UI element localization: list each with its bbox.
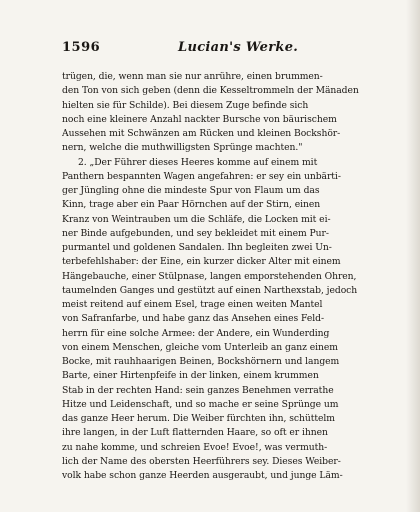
text-line: nern, welche die muthwilligsten Sprünge machten." [62,142,303,154]
text-line: Panthern bespannten Wagen angefahren: er sey ein unbärti- [62,170,341,182]
text-line: Kinn, trage aber ein Paar Hörnchen auf der Stirn, einen [62,199,321,211]
text-line: purmantel und goldenen Sandalen. Ihn begleiten zwei Un- [62,242,332,253]
text-line: trügen, die, wenn man sie nur anrühre, einen brummen- [62,71,323,82]
running-head [0,40,420,58]
text-line: ihre langen, in der Luft flatternden Haare, so oft er ihnen [62,427,328,439]
text-line: Kranz von Weintrauben um die Schläfe, die Locken mit ei- [62,213,331,225]
text-line: Stab in der rechten Hand: sein ganzes Benehmen verrathe [62,384,334,396]
text-line: volk habe schon ganze Heerden ausgeraubt, und junge Läm- [62,470,343,481]
page-edge-shadow [406,0,420,512]
text-line: Hitze und Leidenschaft, und so mache er seine Sprünge um [62,398,339,410]
text-line: taumelnden Ganges und gestützt auf einen Narthexstab, jedoch [62,284,358,296]
text-line: hielten sie für Schilde). Bei diesem Zuge befinde sich [62,99,309,111]
running-title: Lucian's Werke. [178,40,299,55]
page-number: 1596 [62,40,101,55]
text-line: ner Binde aufgebunden, und sey bekleidet mit einem Pur- [62,227,329,239]
text-line: herrn für eine solche Armee: der Andere, ein Wunderding [62,327,330,339]
text-line: den Ton von sich geben (denn die Kesseltrommeln der Mänaden [62,85,359,97]
text-line: lich der Name des obersten Heerführers sey. Dieses Weiber- [62,455,341,467]
text-line: Hängebauche, einer Stülpnase, langen emporstehenden Ohren, [62,270,357,282]
text-line: von einem Menschen, gleiche vom Unterleib an ganz einem [62,341,338,353]
text-line: das ganze Heer herum. Die Weiber fürchten ihn, schüttelm [62,413,335,424]
text-line: Barte, einer Hirtenpfeife in der linken, einem krummen [62,370,319,382]
text-line: meist reitend auf einem Esel, trage einen weiten Mantel [62,299,323,310]
text-line: terbefehlshaber: der Eine, ein kurzer dicker Alter mit einem [62,256,341,268]
text-line: von Safranfarbe, und habe ganz das Ansehen eines Feld- [62,313,325,325]
text-line: noch eine kleinere Anzahl nackter Bursche von bäurischem [62,113,337,125]
body-text [62,70,380,483]
text-line: Aussehen mit Schwänzen am Rücken und kleinen Bockshör- [62,128,341,139]
text-line: Bocke, mit rauhhaarigen Beinen, Bockshörnern und langem [62,356,340,367]
text-line: ger Jüngling ohne die mindeste Spur von Flaum um das [62,185,320,196]
text-line: 2. „Der Führer dieses Heeres komme auf einem mit [78,156,318,168]
text-line: zu nahe komme, und schreien Evoe! Evoe!, was vermuth- [62,441,328,453]
